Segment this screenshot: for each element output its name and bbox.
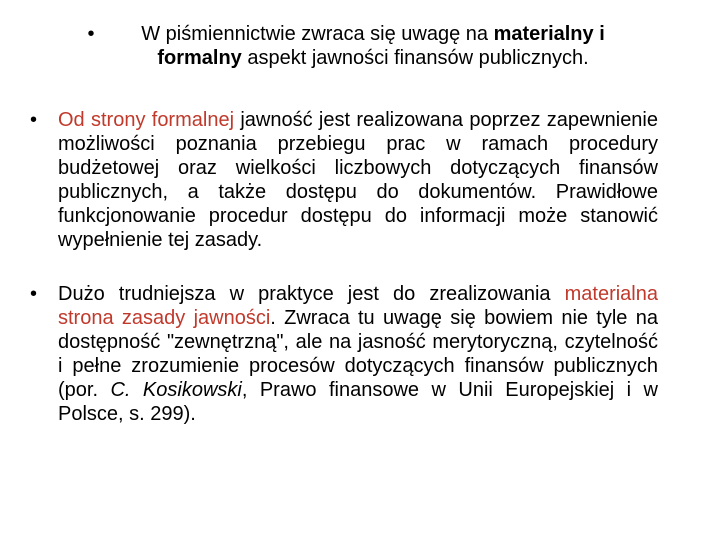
material-body-3: , Prawo finansowe w Unii Europejskiej i w Polsce, s. 299). (58, 379, 658, 425)
heading-part2: aspekt jawności finansów publicznych. (241, 47, 589, 69)
formal-highlight: Od strony formalnej (58, 109, 235, 131)
bullet-material (30, 282, 672, 426)
formal-body: jawność jest realizowana poprzez zapewnienie możliwości poznania przebiegu prac w ramach procedury budżetowej oraz wielkości liczbowych dotyczących finansów publicznych, a także dostępu do dokumentów. Prawidłowe funkcjonowanie procedur dostępu do informacji może stanowić wypełnienie tej zasady. (58, 109, 658, 251)
material-body-2: . Zwraca tu uwagę się bowiem nie tyle na dostępność "zewnętrzną", ale na jasność merytoryczną, czytelność i pełne zrozumienie procesów dotyczących finansów publicznych (por. (58, 307, 658, 401)
bullet-dot: • (30, 109, 38, 131)
bullet-dot: • (87, 23, 95, 45)
heading-text (108, 22, 638, 70)
material-body-1: Dużo trudniejsza w praktyce jest do zrealizowania (58, 283, 565, 305)
material-highlight: materialna strona zasady jawności (58, 283, 658, 329)
bullet-dot: • (30, 283, 38, 305)
heading-bullet (84, 22, 644, 70)
heading-part1: W piśmiennictwie zwraca się uwagę na (141, 23, 494, 45)
author-citation: C. Kosikowski (110, 379, 242, 401)
bullet-formal (30, 108, 672, 252)
bullet-formal-text (58, 108, 658, 252)
heading-bold: materialny i formalny (157, 23, 605, 69)
bullet-material-text (58, 282, 658, 426)
